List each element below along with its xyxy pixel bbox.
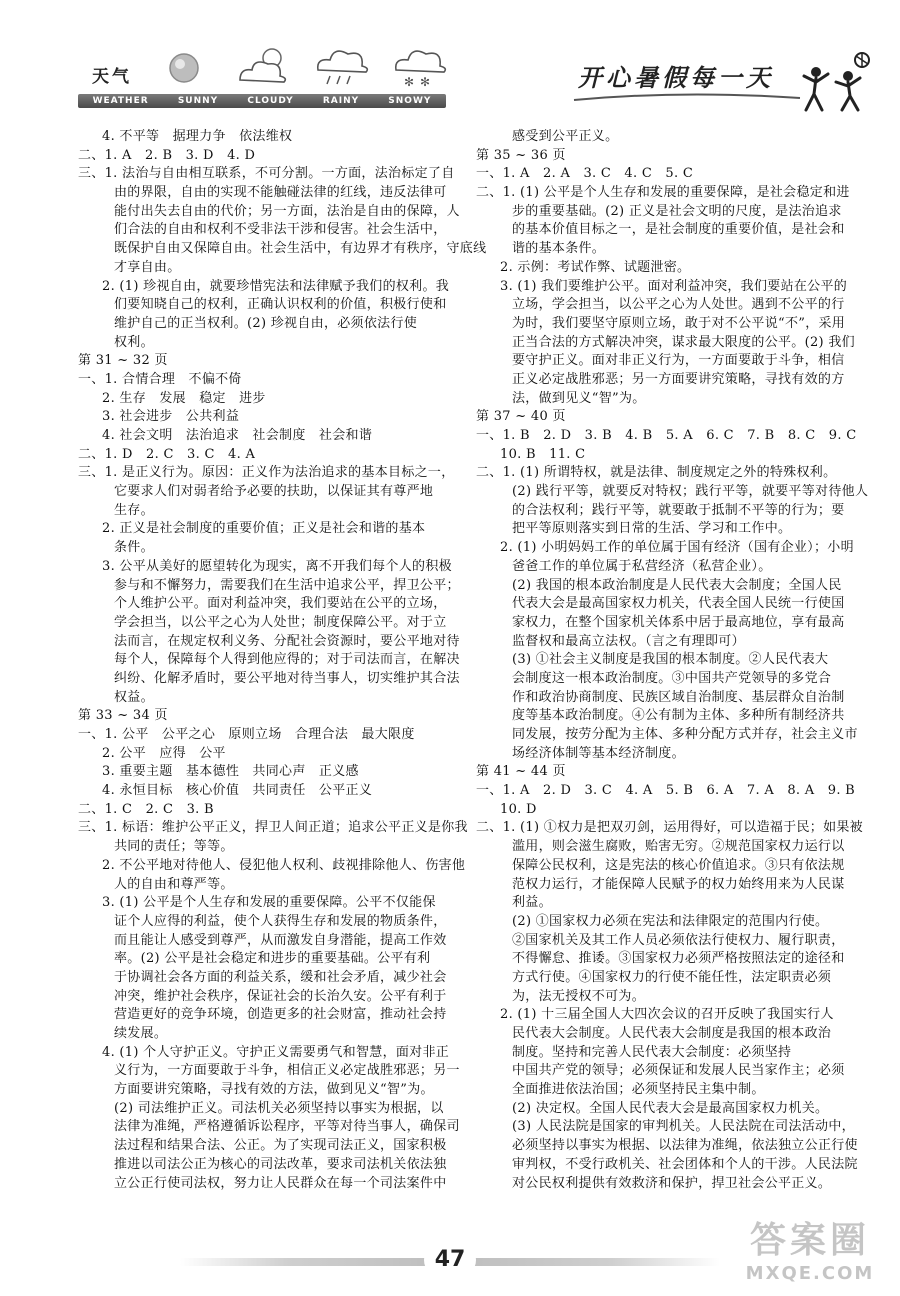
answer-line: 审判权，不受行政机关、社会团体和个人的干涉。人民法院 (512, 1156, 858, 1172)
answer-line: 一、1. A 2. D 3. C 4. A 5. B 6. A 7. A 8. A 9. B (476, 783, 856, 799)
answer-line: 2. 正义是社会制度的重要价值；正义是社会和谐的基本 (102, 521, 426, 537)
answer-line: 每个人，保障每个人得到他应得的；对于司法而言，在解决 (114, 652, 460, 668)
answer-line: 人的自由和尊严等。 (114, 876, 234, 892)
answer-line: 立场，学会担当，以公平之心为人处世。遇到不公平的行 (512, 297, 845, 313)
answer-line: 为，法无授权不可为。 (512, 988, 646, 1004)
answer-line: 要守护正义。面对非正义行为，一方面要敢于斗争，相信 (512, 353, 845, 369)
weather-icons (160, 40, 460, 90)
answer-line: (2) 践行平等，就要反对特权；践行平等，就要平等对待他人 (512, 484, 869, 500)
answer-line: 度等基本政治制度。④公有制为主体、多种所有制经济共 (512, 708, 845, 724)
answer-line: 的基本价值目标之一，是社会制度的重要价值，是社会和 (512, 222, 845, 238)
answer-line: 正当合法的方式解决冲突，谋求最大限度的公平。(2) 我们 (512, 334, 855, 350)
answer-line: 范权力运行，才能保障人民赋予的权力始终用来为人民谋 (512, 876, 845, 892)
answer-line: 作和政治协商制度、民族区域自治制度、基层群众自治制 (512, 689, 845, 705)
watermark-logo (730, 1212, 890, 1292)
answer-line: 法，做到见义“智”为。 (512, 390, 646, 406)
answer-line: 才享自由。 (114, 259, 181, 275)
answer-line: 推进以司法公正为核心的司法改革，要求司法机关依法独 (114, 1156, 447, 1172)
answer-line: 二、1. (1) 所谓特权，就是法律、制度规定之外的特殊权利。 (476, 465, 837, 481)
answer-line: 3. (1) 我们要维护公平。面对利益冲突，我们要站在公平的 (500, 278, 848, 294)
answer-line: 权利。 (114, 334, 154, 350)
weather-label-band (78, 94, 446, 108)
answer-line: 爸爸工作的单位属于私营经济（私营企业）。 (512, 558, 772, 574)
answer-line: (2) 我国的根本政治制度是人民代表大会制度；全国人民 (512, 577, 842, 593)
answer-line: 2. (1) 小明妈妈工作的单位属于国有经济（国有企业）；小明 (500, 540, 854, 556)
answer-line: 维护自己的正当权利。(2) 珍视自由，必须依法行使 (114, 315, 418, 331)
answer-line: 家权力，在整个国家机关体系中居于最高地位，享有最高 (512, 614, 845, 630)
answer-line: 们要知晓自己的权利，正确认识权利的价值，积极行使和 (114, 297, 447, 313)
answer-line: 4. 永恒目标 核心价值 共同责任 公平正义 (102, 783, 373, 799)
answer-line: 二、1. A 2. B 3. D 4. D (78, 147, 256, 163)
answer-line: 会制度这一根本政治制度。③中国共产党领导的多党合 (512, 670, 832, 686)
answer-line: 4. (1) 个人守护正义。守护正义需要勇气和智慧，面对非正 (102, 1044, 450, 1060)
weather-title: 天气 (92, 67, 132, 87)
svg-text:✻: ✻ (404, 75, 415, 89)
answer-line: 步的重要基础。(2) 正义是社会文明的尺度，是法治追求 (512, 203, 842, 219)
weather-label: RAINY (322, 96, 360, 106)
snowy-icon (388, 40, 452, 90)
svg-text:✻: ✻ (420, 75, 431, 89)
answer-line: 3. 社会进步 公共利益 (102, 409, 240, 425)
page-number: 47 (424, 1242, 476, 1278)
answer-line: 方面要讲究策略，寻找有效的方法，做到见义“智”为。 (114, 1082, 434, 1098)
answer-line: 们合法的自由和权利不受非法干涉和侵害。社会生活中， (114, 222, 447, 238)
answer-line: 既保护自由又保障自由。社会生活中，有边界才有秩序，守底线 (114, 241, 487, 257)
answer-column-right (476, 128, 868, 1193)
answer-line: 率。(2) 公平是社会稳定和进步的重要基础。公平有利 (114, 951, 431, 967)
cloudy-icon (232, 40, 296, 90)
answer-line: 条件。 (114, 540, 154, 556)
answer-line: 滥用，则会滋生腐败，贻害无穷。②规范国家权力运行以 (512, 839, 845, 855)
answer-line: 参与和不懈努力，需要我们在生活中追求公平，捍卫公平； (114, 577, 460, 593)
brand-swoosh-decoration (572, 88, 802, 106)
answer-line: 的合法权利；践行平等，就要敢于抵制不平等的行为；要 (512, 502, 845, 518)
answer-line: 法而言，在规定权利义务、分配社会资源时，要公平地对待 (114, 633, 460, 649)
answer-line: ②国家机关及其工作人员必须依法行使权力、履行职责， (512, 932, 845, 948)
answer-line: 立公正行使司法权，努力让人民群众在每一个司法案件中 (114, 1175, 447, 1191)
answer-line: 感受到公平正义。 (512, 129, 619, 144)
answer-line: 法律为准绳，严格遵循诉讼程序，平等对待当事人，确保司 (114, 1119, 460, 1135)
answer-line: 一、1. 公平 公平之心 原则立场 合理合法 最大限度 (78, 727, 415, 742)
answer-line: 中国共产党的领导；必须保证和发展人民当家作主；必须 (512, 1063, 845, 1079)
answer-line: 代表大会是最高国家权力机关，代表全国人民统一行使国 (512, 596, 845, 612)
answer-line: 2. 不公平地对待他人、侵犯他人权利、歧视排除他人、伤害他 (102, 857, 466, 873)
answer-line: 必须坚持以事实为根据、以法律为准绳，依法独立公正行使 (512, 1138, 858, 1154)
weather-label: WEATHER (92, 96, 149, 106)
answer-line: 正义必定战胜邪恶；另一方面要讲究策略，寻找有效的方 (512, 371, 845, 387)
answer-line: 3. 重要主题 基本德性 共同心声 正义感 (102, 764, 359, 780)
watermark-main-text: 答案圈 (749, 1220, 870, 1261)
answer-line: 保障公民权利，这是宪法的核心价值追求。③只有依法规 (512, 857, 845, 873)
answer-line: 二、1. (1) 公平是个人生存和发展的重要保障，是社会稳定和进 (476, 185, 850, 201)
answer-line: (2) 决定权。全国人民代表大会是最高国家权力机关。 (512, 1100, 829, 1116)
answer-line: 生存。 (114, 502, 154, 518)
answer-line: 于协调社会各方面的利益关系，缓和社会矛盾，减少社会 (114, 969, 447, 985)
answer-line: 方式行使。④国家权力的行使不能任性，法定职责必须 (512, 969, 832, 985)
weather-label: SNOWY (388, 96, 432, 106)
page-range-heading: 第 41 ~ 44 页 (476, 764, 566, 780)
weather-label: CLOUDY (247, 96, 294, 106)
answer-line: (2) ①国家权力必须在宪法和法律限定的范围内行使。 (512, 913, 829, 929)
answer-line: 义行为，一方面要敢于斗争，相信正义必定战胜邪恶；另一 (114, 1063, 460, 1079)
answer-line: 三、1. 是正义行为。原因：正义作为法治追求的基本目标之一， (78, 465, 455, 481)
page-range-heading: 第 31 ~ 32 页 (78, 353, 168, 369)
answer-line: 三、1. 法治与自由相互联系，不可分割。一方面，法治标定了自 (78, 166, 455, 182)
answer-line: 二、1. (1) ①权力是把双刃剑，运用得好，可以造福于民；如果被 (476, 820, 863, 836)
page-range-heading: 第 35 ~ 36 页 (476, 147, 566, 163)
answer-line: 2. 公平 应得 公平 (102, 745, 226, 761)
answer-line: 权益。 (114, 689, 154, 705)
answer-line: 3. (1) 公平是个人生存和发展的重要保障。公平不仅能保 (102, 895, 436, 911)
answer-line: 能付出失去自由的代价；另一方面，法治是自由的保障，人 (114, 203, 460, 219)
answer-line: 对公民权利提供有效救济和保护，捍卫社会公平正义。 (512, 1175, 832, 1191)
answer-line: 一、1. B 2. D 3. B 4. B 5. A 6. C 7. B 8. C 9. C (476, 428, 857, 443)
answer-line: 10. D (500, 801, 537, 817)
answer-line: 由的界限，自由的实现不能触碰法律的红线，违反法律可 (114, 185, 447, 201)
answer-line: 4. 不平等 据理力争 依法维权 (102, 129, 293, 144)
answer-line: 纠纷、化解矛盾时，要公平地对待当事人，切实维护其合法 (114, 670, 460, 686)
answer-line: 它要求人们对弱者给予必要的扶助，以保证其有尊严地 (114, 484, 434, 500)
page-header (0, 0, 900, 118)
answer-line: 三、1. 标语：维护公平正义，捍卫人间正道；追求公平正义是你我 (78, 820, 468, 836)
answer-line: 一、1. 合情合理 不偏不倚 (78, 371, 242, 387)
weather-label: SUNNY (177, 96, 219, 106)
answer-line: (2) 司法维护正义。司法机关必须坚持以事实为根据，以 (114, 1100, 444, 1116)
sunny-icon (160, 40, 210, 90)
answer-line: 谐的基本条件。 (512, 241, 606, 257)
answer-line: 同发展，按劳分配为主体、多种分配方式并存，社会主义市 (512, 727, 858, 742)
answer-line: 续发展。 (114, 1026, 168, 1041)
answer-line: 场经济体制等基本经济制度。 (512, 745, 685, 761)
answer-line: 2. 生存 发展 稳定 进步 (102, 390, 266, 406)
answer-line: 冲突，维护社会秩序，保证社会的长治久安。公平有利于 (114, 988, 447, 1004)
answer-line: 共同的责任；等等。 (114, 839, 234, 855)
answer-line: 10. B 11. C (500, 446, 586, 462)
answer-line: 2. (1) 珍视自由，就要珍惜宪法和法律赋予我们的权利。我 (102, 278, 450, 294)
answer-line: 4. 社会文明 法治追求 社会制度 社会和谐 (102, 428, 373, 443)
answer-line: 利益。 (512, 895, 552, 911)
answer-column-left (78, 128, 487, 1193)
kids-playing-icon (796, 52, 876, 114)
answer-line: 一、1. A 2. A 3. C 4. C 5. C (476, 166, 694, 182)
answer-line: 为时，我们要坚守原则立场，敢于对不公平说“不”，采用 (512, 315, 846, 331)
answer-line: 营造更好的竞争环境，创造更多的社会财富，推动社会持 (114, 1007, 447, 1023)
page-range-heading: 第 37 ~ 40 页 (476, 409, 566, 425)
watermark-sub-text: MXQE.COM (745, 1263, 875, 1284)
answer-line: (3) 人民法院是国家的审判机关。人民法院在司法活动中， (512, 1119, 855, 1135)
answer-line: 2. (1) 十三届全国人大四次会议的召开反映了我国实行人 (500, 1007, 834, 1023)
answer-line: 监督权和最高立法权。（言之有理即可） (512, 633, 745, 649)
answer-line: 不得懈怠、推诿。③国家权力必须严格按照法定的途径和 (512, 951, 845, 967)
answer-line: (3) ①社会主义制度是我国的根本制度。②人民代表大 (512, 652, 829, 668)
answer-line: 个人维护公平。面对利益冲突，我们要站在公平的立场， (114, 596, 447, 612)
brand-title: 开心暑假每一天 (578, 63, 774, 92)
answer-line: 3. 公平从美好的愿望转化为现实，离不开我们每个人的积极 (102, 558, 452, 574)
rainy-icon (310, 40, 374, 90)
answer-line: 2. 示例：考试作弊、试题泄密。 (500, 259, 691, 275)
answer-line: 制度。坚持和完善人民代表大会制度：必须坚持 (512, 1044, 792, 1060)
answer-line: 学会担当，以公平之心为人处世；制度保障公平。对于立 (114, 614, 447, 630)
answer-line: 民代表大会制度。人民代表大会制度是我国的根本政治 (512, 1026, 832, 1041)
answer-line: 把平等原则落实到日常的生活、学习和工作中。 (512, 521, 792, 537)
answer-line: 全面推进依法治国；必须坚持民主集中制。 (512, 1082, 765, 1098)
answer-line: 法过程和结果合法、公正。为了实现司法正义，国家积极 (114, 1138, 447, 1154)
answer-line: 证个人应得的利益，使个人获得生存和发展的物质条件， (114, 913, 447, 929)
answer-line: 而且能让人感受到尊严，从而激发自身潜能，提高工作效 (114, 932, 447, 948)
answer-line: 二、1. D 2. C 3. C 4. A (78, 446, 256, 462)
page-range-heading: 第 33 ~ 34 页 (78, 708, 168, 724)
answer-line: 二、1. C 2. C 3. B (78, 801, 214, 817)
